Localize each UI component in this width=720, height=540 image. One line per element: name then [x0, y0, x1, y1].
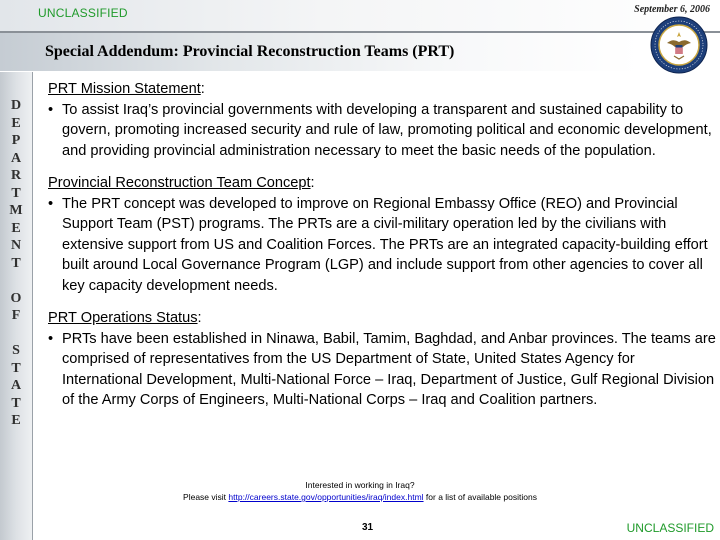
document-date: September 6, 2006 [634, 4, 710, 15]
state-department-seal-icon [650, 16, 708, 74]
page-number: 31 [362, 522, 374, 533]
careers-question: Interested in working in Iraq? [305, 480, 415, 490]
bullet-text: To assist Iraq’s provincial governments with developing a transparent and sustained capability to govern, promoting increased security and rule of law, promoting political and economic development, and providing provincial administration necessary to meet the basic needs of the population. [62, 101, 712, 159]
careers-link[interactable]: http://careers.state.gov/opportunities/iraq/index.html [228, 492, 424, 502]
section-heading-colon: : [200, 81, 205, 97]
bullet-icon: • [48, 101, 54, 118]
section-3 [48, 308, 718, 411]
section-heading-line [48, 308, 718, 329]
sidebar-department-of-state [0, 97, 32, 430]
sidebar-letter: T [11, 255, 21, 271]
classification-label-top: UNCLASSIFIED [38, 6, 128, 20]
section-heading-colon: : [197, 310, 202, 326]
section-2 [48, 173, 718, 296]
sidebar-letter: O [10, 290, 22, 306]
sidebar-letter: E [11, 413, 21, 428]
sidebar-letter: E [11, 115, 21, 131]
sidebar-letter: T [11, 395, 21, 411]
bullet-item [48, 194, 718, 297]
sidebar-letter: A [10, 150, 22, 166]
careers-prefix: Please visit [183, 492, 229, 502]
bullet-item [48, 100, 718, 162]
section-heading-line [48, 79, 718, 100]
section-1 [48, 79, 718, 161]
sidebar-letter: T [11, 360, 21, 376]
bullet-text: The PRT concept was developed to improve on Regional Embassy Office (REO) and Provincial Support Team (PST) programs. The PRTs are a civil-military operation led by the civilians with extensive support from US and Coalition Forces. The PRTs are an integrated capacity-building effort built around Local Governance Program (LGP) and include support from other agencies to cover all key capacity development needs. [62, 195, 708, 294]
bullet-icon: • [48, 195, 54, 212]
main-content [48, 79, 718, 423]
sidebar-letter: N [10, 238, 22, 253]
section-heading: PRT Mission Statement [48, 81, 201, 97]
section-heading-colon: : [310, 175, 315, 191]
bullet-item [48, 329, 718, 411]
sidebar-letter: P [11, 133, 21, 148]
bullet-icon: • [48, 330, 54, 347]
sidebar-letter: E [11, 220, 21, 236]
sidebar-letter: F [11, 308, 21, 323]
section-heading-line [48, 173, 718, 194]
section-heading: Provincial Reconstruction Team Concept [48, 175, 311, 191]
page-title: Special Addendum: Provincial Reconstruction Teams (PRT) [45, 43, 455, 60]
sidebar-letter: M [9, 203, 23, 218]
sidebar-letter: S [12, 343, 20, 358]
careers-line [0, 491, 720, 503]
bullet-text: PRTs have been established in Ninawa, Babil, Tamim, Baghdad, and Anbar provinces. The teams are comprised of representatives from the US Department of State, United States Agency for International Development, Multi-National Force – Iraq, Department of Justice, Gulf Regional Division of the Army Corps of Engineers, Multi-National Corps – Iraq and Coalition partners. [62, 330, 716, 408]
careers-suffix: for a list of available positions [423, 492, 537, 502]
classification-label-bottom: UNCLASSIFIED [626, 521, 714, 535]
careers-note [0, 479, 720, 503]
sidebar-letter: R [10, 168, 22, 183]
sidebar-letter: A [10, 378, 22, 393]
sidebar-letter: D [10, 98, 22, 113]
section-heading: PRT Operations Status [48, 310, 198, 326]
sidebar-letter: T [11, 185, 21, 201]
